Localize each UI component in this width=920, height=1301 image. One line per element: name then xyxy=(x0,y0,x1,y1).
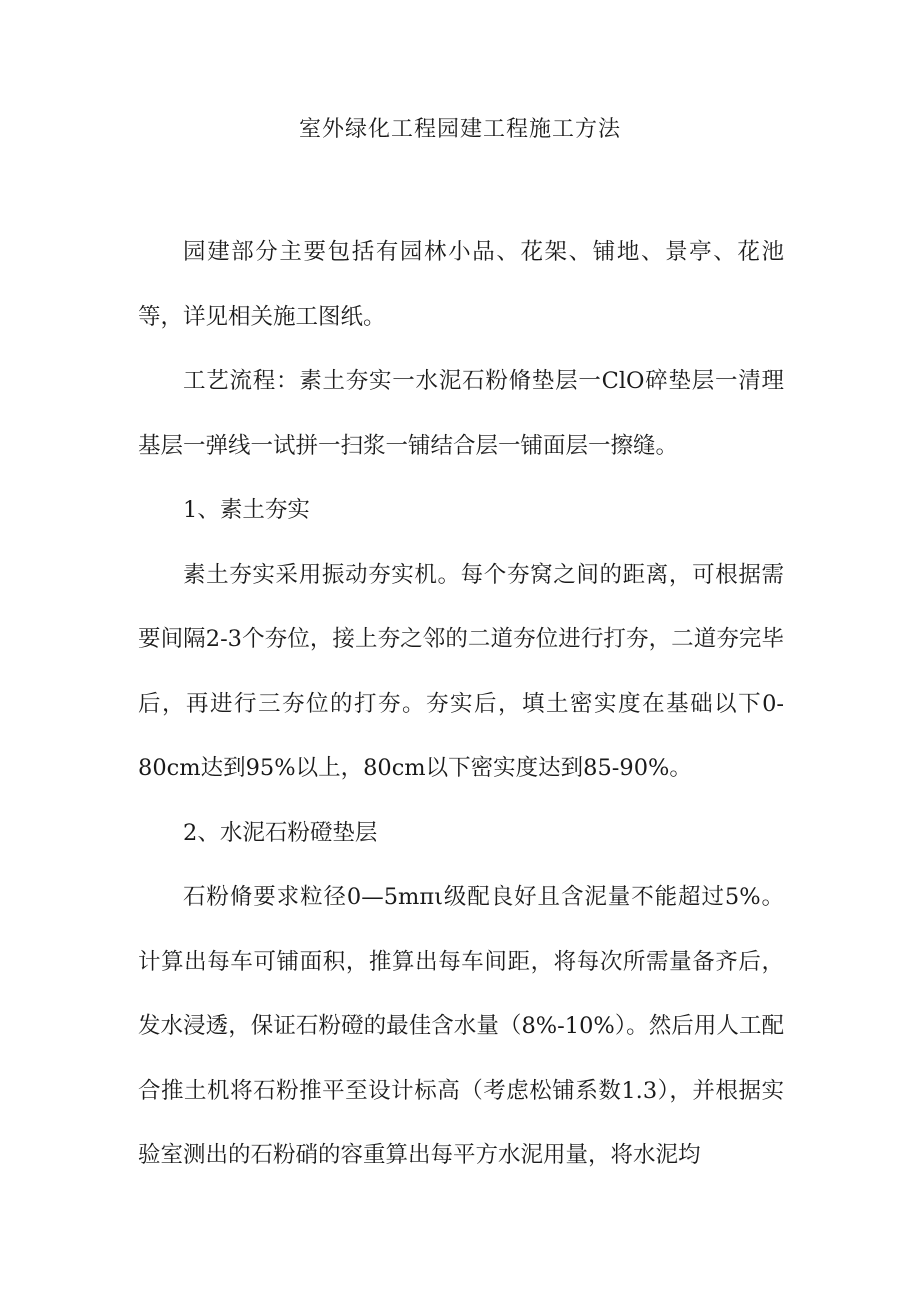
paragraph-intro: 园建部分主要包括有园林小品、花架、铺地、景亭、花池等，详见相关施工图纸。 xyxy=(138,239,784,330)
section-heading-2: 2、水泥石粉磴垫层 xyxy=(183,819,378,846)
paragraph-stone-powder: 石粉脩要求粒径0—5mπι级配良好且含泥量不能超过5%。计算出每车可铺面积，推算出每车间距，将每次所需量备齐后，发水浸透，保证石粉磴的最佳含水量（8%-10%）。然后用人工配合推土机将石粉推平至设计标高（考虑松铺系数1.3），并根据实验室测出的石粉硝的容重算出每平方水泥用量，将水泥均 xyxy=(138,884,784,1168)
paragraph-process-flow: 工艺流程：素土夯实一水泥石粉脩垫层一ClO碎垫层一清理基层一弹线一试拼一扫浆一铺结合层一铺面层一擦缝。 xyxy=(138,368,784,459)
document-title: 室外绿化工程园建工程施工方法 xyxy=(298,117,621,142)
document-body xyxy=(138,220,784,1188)
section-heading-1: 1、素土夯实 xyxy=(183,497,310,523)
paragraph-compaction: 素土夯实采用振动夯实机。每个夯窝之间的距离，可根据需要间隔2-3个夯位，接上夯之邻的二道夯位进行打夯，二道夯完毕后，再进行三夯位的打夯。夯实后，填土密实度在基础以下0-80cm达到95%以上，80cm以下密实度达到85-90%。 xyxy=(138,561,784,781)
